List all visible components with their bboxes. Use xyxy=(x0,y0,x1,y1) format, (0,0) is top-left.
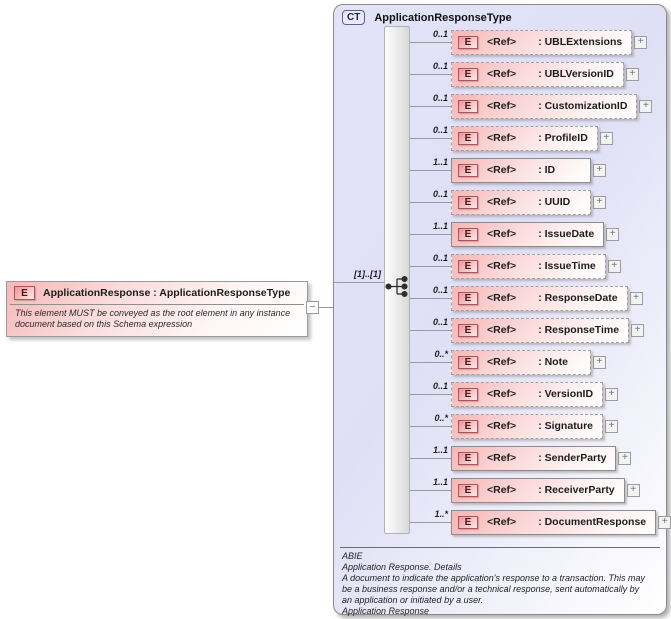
element-ref-label: <Ref> xyxy=(487,36,517,48)
row-connector-line xyxy=(410,42,451,43)
expand-button[interactable]: + xyxy=(608,260,621,273)
element-ref-label: <Ref> xyxy=(487,68,517,80)
cardinality-label: 0..1 xyxy=(432,381,448,391)
element-name: : UBLExtensions xyxy=(538,36,623,48)
element-row xyxy=(410,442,671,474)
expand-button[interactable]: + xyxy=(593,196,606,209)
cardinality-label: 1..1 xyxy=(432,221,448,231)
element-name: : ID xyxy=(538,164,556,176)
cardinality-label: 0..1 xyxy=(432,253,448,263)
row-connector-line xyxy=(410,362,451,363)
element-ref-label: <Ref> xyxy=(487,388,517,400)
element-row xyxy=(410,250,671,282)
element-box[interactable] xyxy=(451,62,624,87)
expand-button[interactable]: + xyxy=(618,452,631,465)
element-ref-label: <Ref> xyxy=(487,420,517,432)
element-name: : SenderParty xyxy=(538,452,607,464)
row-connector-line xyxy=(410,490,451,491)
row-connector-line xyxy=(410,426,451,427)
footer-divider xyxy=(340,547,660,548)
element-name: : IssueTime xyxy=(538,260,596,272)
element-row xyxy=(410,282,671,314)
element-row xyxy=(410,506,671,538)
element-ref-label: <Ref> xyxy=(487,516,517,528)
cardinality-label: 1..1 xyxy=(432,445,448,455)
element-ref-label: <Ref> xyxy=(487,292,517,304)
row-connector-line xyxy=(410,202,451,203)
element-box[interactable] xyxy=(451,510,656,535)
element-name: : IssueDate xyxy=(538,228,595,240)
element-ref-label: <Ref> xyxy=(487,356,517,368)
element-name: : UBLVersionID xyxy=(538,68,614,80)
element-badge: E xyxy=(458,356,478,369)
element-ref-label: <Ref> xyxy=(487,196,517,208)
element-badge: E xyxy=(458,388,478,401)
cardinality-label: 0..* xyxy=(434,349,448,359)
expand-button[interactable]: + xyxy=(627,484,640,497)
element-box[interactable] xyxy=(451,158,591,183)
cardinality-label: 1..1 xyxy=(432,157,448,167)
expand-button[interactable]: + xyxy=(593,164,606,177)
element-badge: E xyxy=(458,36,478,49)
element-box[interactable] xyxy=(451,382,603,407)
row-connector-line xyxy=(410,522,451,523)
footer-line: Application Response. Details xyxy=(342,562,462,572)
element-row xyxy=(410,314,671,346)
element-row xyxy=(410,474,671,506)
row-connector-line xyxy=(410,458,451,459)
element-ref-label: <Ref> xyxy=(487,100,517,112)
element-badge: E xyxy=(458,292,478,305)
expand-button[interactable]: + xyxy=(634,36,647,49)
element-badge: E xyxy=(458,68,478,81)
complex-type-header xyxy=(342,10,512,25)
model-connector-line xyxy=(334,282,385,283)
element-name: : UUID xyxy=(538,196,571,208)
footer-line: ABIE xyxy=(342,551,363,561)
cardinality-label: 0..1 xyxy=(432,29,448,39)
element-badge: E xyxy=(458,164,478,177)
expand-button[interactable]: + xyxy=(658,516,671,529)
element-badge: E xyxy=(458,196,478,209)
expand-button[interactable]: + xyxy=(593,356,606,369)
element-ref-label: <Ref> xyxy=(487,484,517,496)
cardinality-label: 0..1 xyxy=(432,93,448,103)
element-name: : VersionID xyxy=(538,388,594,400)
element-box[interactable] xyxy=(451,478,625,503)
element-box[interactable] xyxy=(451,446,616,471)
model-cardinality-label: [1]..[1] xyxy=(354,269,381,279)
element-row xyxy=(410,26,671,58)
expand-button[interactable]: + xyxy=(626,68,639,81)
element-badge: E xyxy=(458,452,478,465)
footer-line: Application Response xyxy=(342,606,430,616)
root-element-title-row xyxy=(7,282,307,304)
cardinality-label: 0..1 xyxy=(432,285,448,295)
sequence-icon[interactable] xyxy=(385,272,410,306)
element-row xyxy=(410,410,671,442)
cardinality-label: 0..1 xyxy=(432,61,448,71)
element-name: : ProfileID xyxy=(538,132,588,144)
cardinality-label: 0..1 xyxy=(432,125,448,135)
element-box[interactable] xyxy=(451,414,603,439)
collapse-button[interactable]: − xyxy=(306,301,319,314)
element-row xyxy=(410,218,671,250)
element-name: : CustomizationID xyxy=(538,100,628,112)
root-element-annotation: This element MUST be conveyed as the root element in any instance document based on this Schema expression xyxy=(15,308,291,329)
element-name: : ResponseTime xyxy=(538,324,620,336)
cardinality-label: 0..* xyxy=(434,413,448,423)
element-row xyxy=(410,58,671,90)
element-name: : DocumentResponse xyxy=(538,516,647,528)
row-connector-line xyxy=(410,234,451,235)
cardinality-label: 0..1 xyxy=(432,317,448,327)
element-box[interactable] xyxy=(451,126,598,151)
element-row xyxy=(410,90,671,122)
element-ref-label: <Ref> xyxy=(487,228,517,240)
expand-button[interactable]: + xyxy=(639,100,652,113)
element-badge: E xyxy=(14,286,35,300)
element-box[interactable] xyxy=(451,30,632,55)
element-row xyxy=(410,346,671,378)
element-name: : Note xyxy=(538,356,568,368)
cardinality-label: 1..1 xyxy=(432,477,448,487)
element-row xyxy=(410,186,671,218)
element-ref-label: <Ref> xyxy=(487,452,517,464)
row-connector-line xyxy=(410,74,451,75)
element-badge: E xyxy=(458,484,478,497)
expand-button[interactable]: + xyxy=(600,132,613,145)
expand-button[interactable]: + xyxy=(606,228,619,241)
connector-line xyxy=(319,307,333,308)
element-badge: E xyxy=(458,100,478,113)
cardinality-label: 0..1 xyxy=(432,189,448,199)
footer-line: A document to indicate the application's response to a transaction. This may xyxy=(342,573,646,583)
element-ref-label: <Ref> xyxy=(487,324,517,336)
footer-line: be a business response and/or a technical response, sent automatically by xyxy=(342,584,640,594)
cardinality-label: 1..* xyxy=(434,509,448,519)
element-badge: E xyxy=(458,324,478,337)
complex-type-title: ApplicationResponseType xyxy=(374,11,512,24)
complex-type-container xyxy=(333,4,667,615)
element-rows xyxy=(410,26,671,538)
expand-button[interactable]: + xyxy=(630,292,643,305)
element-row xyxy=(410,122,671,154)
element-row xyxy=(410,154,671,186)
row-connector-line xyxy=(410,170,451,171)
expand-button[interactable]: + xyxy=(605,420,618,433)
element-ref-label: <Ref> xyxy=(487,260,517,272)
expand-button[interactable]: + xyxy=(605,388,618,401)
complex-type-badge: CT xyxy=(342,10,365,25)
root-element-title: ApplicationResponse : ApplicationResponseType xyxy=(43,287,291,299)
expand-button[interactable]: + xyxy=(631,324,644,337)
element-name: : ResponseDate xyxy=(538,292,618,304)
row-connector-line xyxy=(410,106,451,107)
element-ref-label: <Ref> xyxy=(487,164,517,176)
footer-annotation xyxy=(342,551,664,617)
element-badge: E xyxy=(458,132,478,145)
element-box[interactable] xyxy=(451,94,637,119)
element-badge: E xyxy=(458,420,478,433)
row-connector-line xyxy=(410,394,451,395)
element-box[interactable] xyxy=(451,318,629,343)
footer-line: an application or initiated by a user. xyxy=(342,595,484,605)
element-box[interactable] xyxy=(451,286,628,311)
row-connector-line xyxy=(410,266,451,267)
root-element-box[interactable] xyxy=(6,281,308,337)
element-badge: E xyxy=(458,260,478,273)
row-connector-line xyxy=(410,138,451,139)
element-ref-label: <Ref> xyxy=(487,132,517,144)
element-name: : ReceiverParty xyxy=(538,484,615,496)
row-connector-line xyxy=(410,330,451,331)
element-box[interactable] xyxy=(451,222,604,247)
element-badge: E xyxy=(458,516,478,529)
element-box[interactable] xyxy=(451,350,591,375)
element-row xyxy=(410,378,671,410)
element-name: : Signature xyxy=(538,420,594,432)
element-box[interactable] xyxy=(451,190,591,215)
row-connector-line xyxy=(410,298,451,299)
element-badge: E xyxy=(458,228,478,241)
element-box[interactable] xyxy=(451,254,606,279)
